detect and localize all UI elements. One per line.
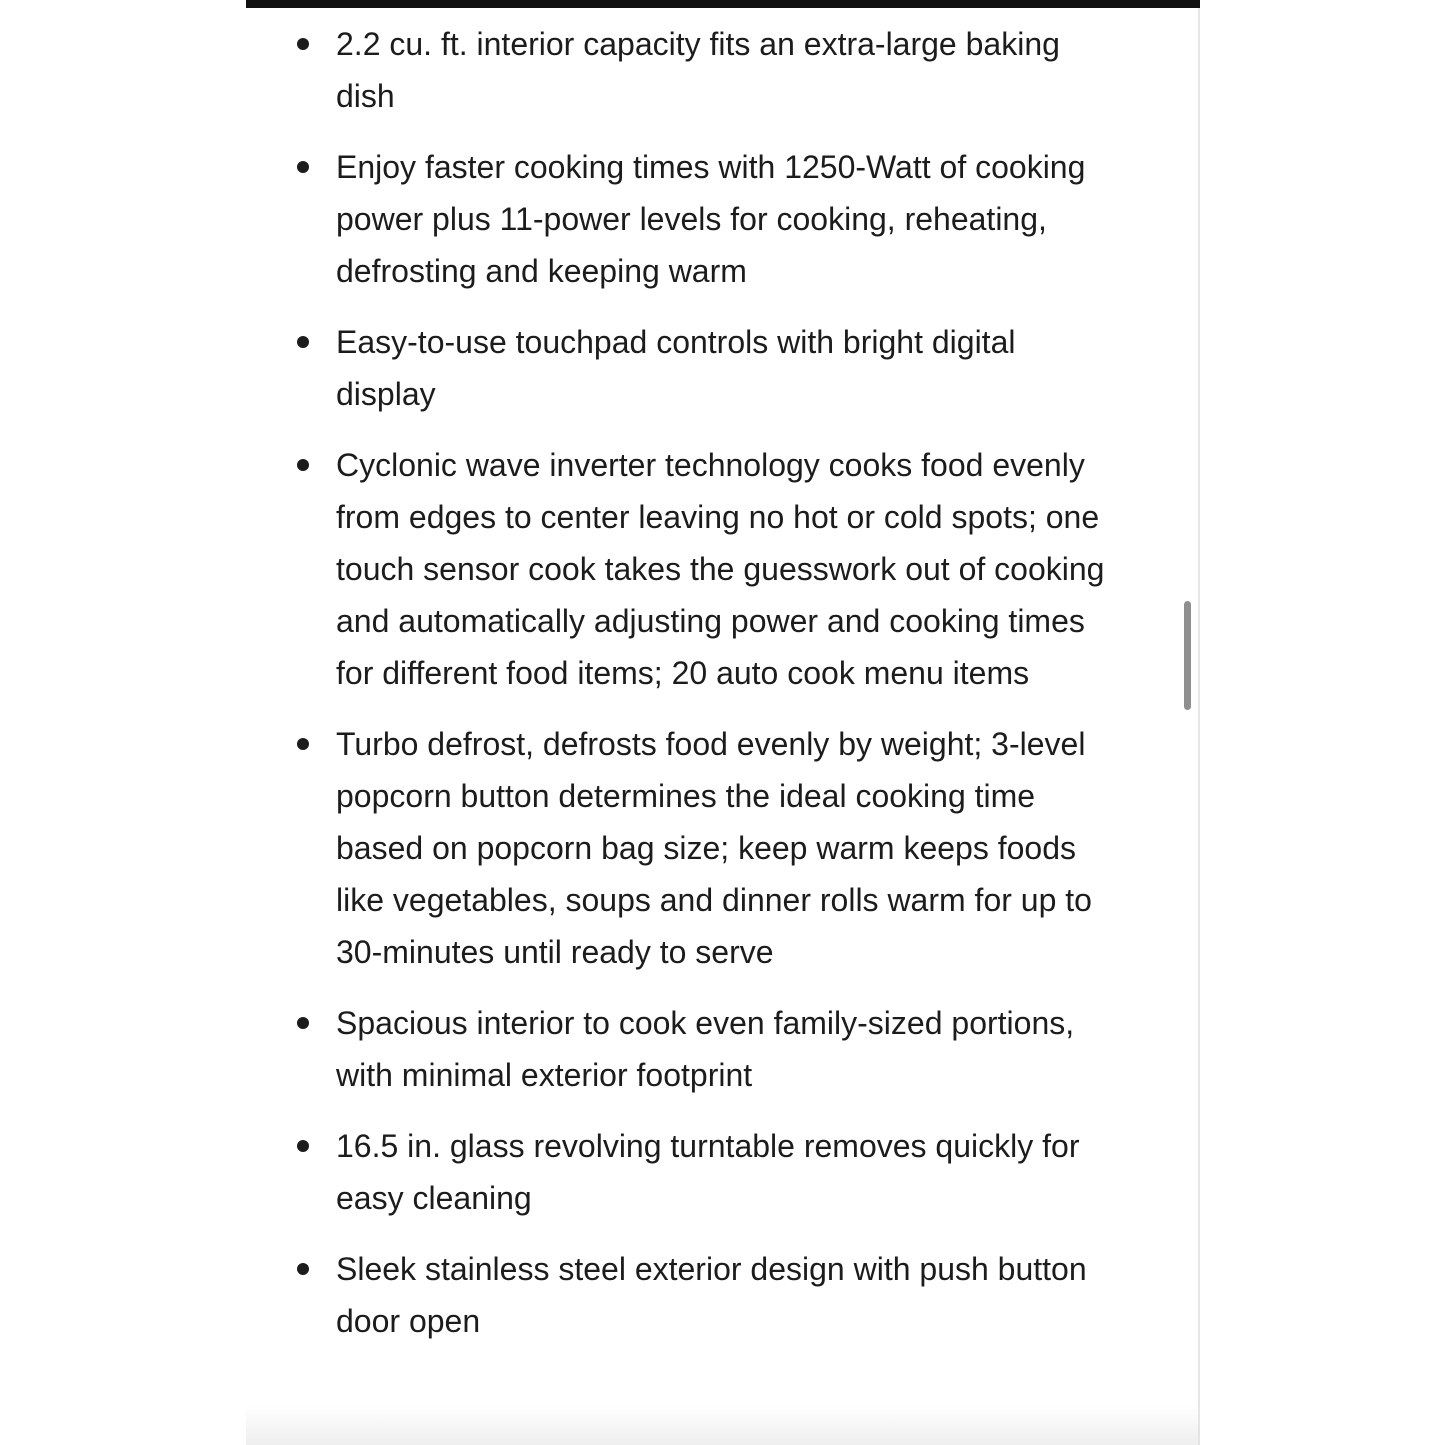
- bullet-icon: [297, 1263, 309, 1275]
- feature-text: 16.5 in. glass revolving turntable removes quickly for easy cleaning: [336, 1128, 1080, 1216]
- feature-text: Sleek stainless steel exterior design with push button door open: [336, 1251, 1087, 1339]
- bullet-icon: [297, 38, 309, 50]
- product-details-screen[interactable]: [246, 0, 1200, 1445]
- top-bar: [246, 0, 1200, 8]
- feature-text: Cyclonic wave inverter technology cooks food evenly from edges to center leaving no hot or cold spots; one touch sensor cook takes the guesswork out of cooking and automatically adjusting power and cooking times for different food items; 20 auto cook menu items: [336, 447, 1105, 691]
- feature-text: 2.2 cu. ft. interior capacity fits an extra-large baking dish: [336, 26, 1060, 114]
- bullet-icon: [297, 161, 309, 173]
- screen-edge: [1198, 8, 1200, 1445]
- feature-text: Easy-to-use touchpad controls with bright digital display: [336, 324, 1016, 412]
- bullet-icon: [297, 738, 309, 750]
- feature-item: [246, 141, 1116, 297]
- feature-text: Spacious interior to cook even family-sized portions, with minimal exterior footprint: [336, 1005, 1075, 1093]
- bullet-icon: [297, 1017, 309, 1029]
- bottom-fade: [246, 1405, 1200, 1445]
- feature-item: [246, 18, 1116, 122]
- bullet-icon: [297, 1140, 309, 1152]
- scrollbar-thumb[interactable]: [1184, 601, 1191, 710]
- feature-item: [246, 1120, 1116, 1224]
- feature-item: [246, 718, 1116, 978]
- feature-text: Enjoy faster cooking times with 1250-Watt of cooking power plus 11-power levels for cooking, reheating, defrosting and keeping warm: [336, 149, 1086, 289]
- feature-list: [246, 18, 1116, 1366]
- feature-item: [246, 439, 1116, 699]
- bullet-icon: [297, 459, 309, 471]
- feature-item: [246, 1243, 1116, 1347]
- feature-item: [246, 997, 1116, 1101]
- feature-item: [246, 316, 1116, 420]
- feature-text: Turbo defrost, defrosts food evenly by weight; 3-level popcorn button determines the ideal cooking time based on popcorn bag size; keep warm keeps foods like vegetables, soups and dinner rolls warm for up to 30-minutes until ready to serve: [336, 726, 1092, 970]
- bullet-icon: [297, 336, 309, 348]
